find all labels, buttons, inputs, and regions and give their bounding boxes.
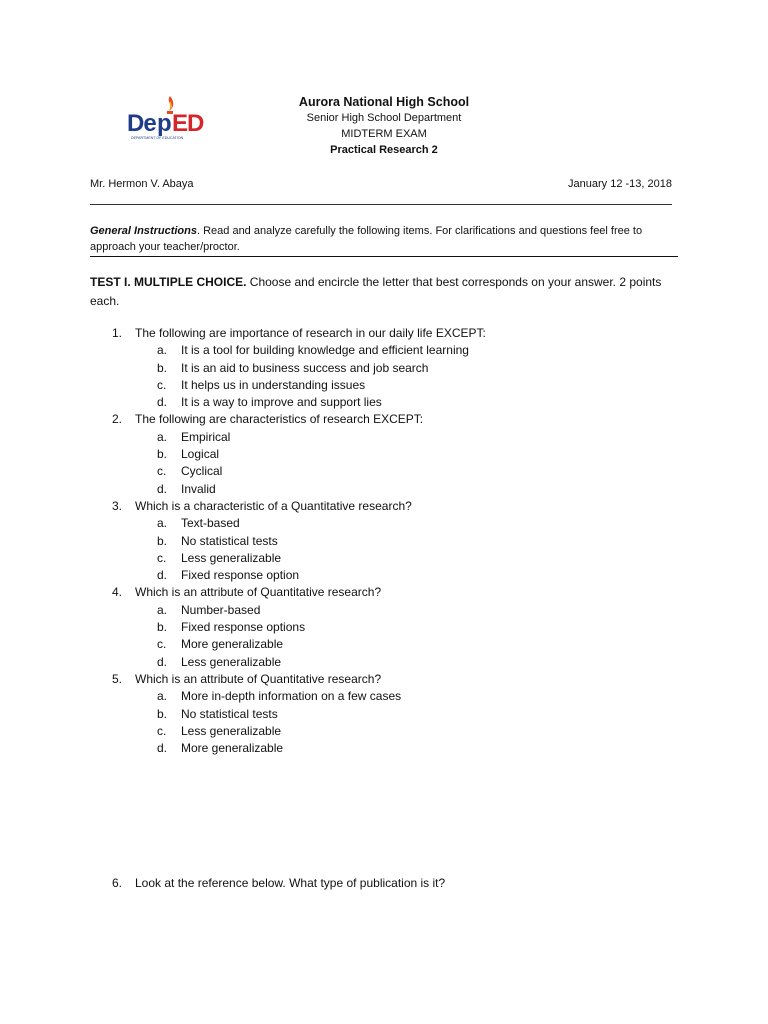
svg-text:p: p [157,110,172,137]
option-item[interactable] [90,602,680,619]
svg-text:ED: ED [172,110,204,137]
option-item[interactable] [90,740,680,757]
option-item[interactable] [90,723,680,740]
option-letter: b. [157,620,168,635]
option-text: No statistical tests [181,706,278,721]
option-letter: a. [157,689,168,704]
option-text: Text-based [181,516,240,531]
option-item[interactable] [90,706,680,723]
option-letter: c. [157,550,167,565]
question-text: Which is an attribute of Quantitative research? [135,671,382,686]
option-item[interactable] [90,533,680,550]
option-item[interactable] [90,636,680,653]
option-text: Less generalizable [181,550,282,565]
option-item[interactable] [90,688,680,705]
option-text: Fixed response options [181,620,306,635]
question-item [90,325,680,342]
option-item[interactable] [90,567,680,584]
option-text: It is an aid to business success and job search [181,360,429,375]
question-number: 2. [112,412,123,427]
question-text: Which is an attribute of Quantitative research? [135,585,382,600]
deped-logo-icon [126,94,210,142]
option-text: It helps us in understanding issues [181,377,366,392]
question-item [90,411,680,428]
header-divider [90,204,672,205]
question-number: 1. [112,326,123,340]
question-list [90,325,680,757]
option-text: Cyclical [181,464,223,479]
option-item[interactable] [90,429,680,446]
option-text: Fixed response option [181,568,300,583]
option-text: Less generalizable [181,654,282,669]
option-text: More generalizable [181,637,284,652]
option-text: No statistical tests [181,533,278,548]
instructions-text: . Read and analyze carefully the following items. For clarifications and questions feel free to approach your teacher/proctor. [90,225,643,253]
option-letter: d. [157,741,168,756]
option-letter: b. [157,360,168,375]
option-letter: c. [157,723,167,738]
option-item[interactable] [90,481,680,498]
option-letter: c. [157,637,167,652]
question-text: The following are characteristics of research EXCEPT: [135,412,424,427]
subject-title: Practical Research 2 [330,144,438,156]
option-item[interactable] [90,342,680,359]
option-letter: b. [157,706,168,721]
option-letter: c. [157,464,167,479]
option-letter: b. [157,447,168,462]
question-number: 5. [112,671,123,686]
option-text: It is a way to improve and support lies [181,395,382,410]
option-letter: d. [157,568,168,583]
svg-text:DEPARTMENT OF EDUCATION: DEPARTMENT OF EDUCATION [131,136,184,140]
option-item[interactable] [90,654,680,671]
option-item[interactable] [90,360,680,377]
option-item[interactable] [90,377,680,394]
option-item[interactable] [90,550,680,567]
option-letter: c. [157,377,167,392]
svg-text:De: De [127,110,156,137]
deped-logo [126,94,210,142]
option-text: Number-based [181,602,261,617]
general-instructions [90,223,670,255]
option-text: More in-depth information on a few cases [181,689,402,704]
option-item[interactable] [90,446,680,463]
question-item [90,671,680,688]
question-text: Look at the reference below. What type of publication is it? [135,876,446,890]
option-letter: a. [157,429,168,444]
option-item[interactable] [90,394,680,411]
option-text: More generalizable [181,741,284,756]
option-letter: d. [157,654,168,669]
option-text: Logical [181,447,220,462]
option-letter: a. [157,343,168,358]
department-name: Senior High School Department [306,112,462,124]
test-title: TEST I. MULTIPLE CHOICE. [90,275,247,289]
exam-date: January 12 -13, 2018 [568,178,672,190]
question-item [90,498,680,515]
question-text: Which is a characteristic of a Quantitative research? [135,498,412,513]
test-heading [90,273,680,311]
exam-title: MIDTERM EXAM [341,128,427,140]
question-number: 4. [112,585,123,600]
instructions-label: General Instructions [90,225,197,237]
option-letter: a. [157,602,168,617]
question-number: 3. [112,498,123,513]
option-text: It is a tool for building knowledge and efficient learning [181,343,469,358]
school-name: Aurora National High School [298,95,470,109]
teacher-name: Mr. Hermon V. Abaya [90,178,194,190]
option-item[interactable] [90,619,680,636]
option-text: Less generalizable [181,723,282,738]
option-letter: d. [157,395,168,410]
option-letter: b. [157,533,168,548]
test-directions: Choose and encircle the letter that best corresponds on your answer. 2 points each. [90,275,662,308]
option-letter: d. [157,481,168,496]
option-text: Invalid [181,481,216,496]
option-item[interactable] [90,515,680,532]
option-letter: a. [157,516,168,531]
question-item [90,584,680,601]
school-header [248,94,520,158]
instructions-divider [90,256,678,257]
question-text: The following are importance of research in our daily life EXCEPT: [135,326,486,340]
option-item[interactable] [90,463,680,480]
question-number: 6. [112,876,123,890]
option-text: Empirical [181,429,231,444]
